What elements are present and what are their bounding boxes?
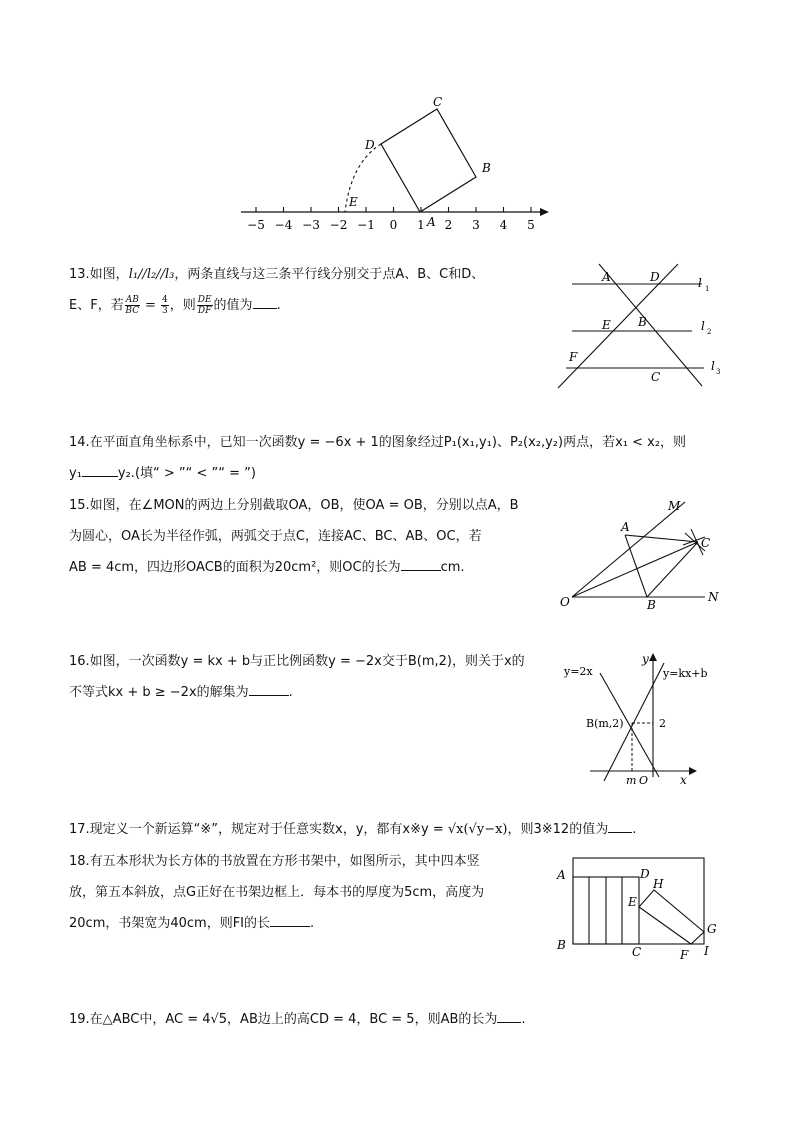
q13-text-1: 13.如图， — [69, 267, 129, 282]
label-G: G — [707, 922, 717, 936]
tick-marks — [247, 207, 535, 232]
label-O: O — [639, 774, 649, 787]
label-l1: l — [698, 276, 702, 290]
angle-figure — [555, 493, 735, 618]
fraction-AB-BC — [125, 295, 140, 316]
answer-blank[interactable] — [270, 912, 310, 927]
label-N: N — [708, 590, 719, 604]
tick-label: 5 — [527, 218, 535, 232]
q13-text-5: 的值为 — [213, 298, 253, 313]
label-B: B — [638, 315, 647, 329]
q15-text-2: 为圆心，OA长为半径作弧，两弧交于点C，连接AC、BC、AB、OC，若 — [69, 529, 482, 544]
label-B: B — [557, 938, 566, 952]
x-axis-arrow — [689, 767, 697, 775]
label-C: C — [651, 370, 661, 384]
axis-arrow — [540, 208, 549, 216]
q16-text-2: 不等式kx + b ≥ −2x的解集为 — [69, 685, 249, 700]
tick-label: −2 — [329, 218, 348, 232]
tick-label: 0 — [389, 218, 398, 232]
tilted-book — [639, 890, 704, 944]
q17-text-2: ，则3※12的值为 — [507, 822, 609, 837]
q18-text-1: 18.有五本形状为长方体的书放置在方形书架中，如图所示，其中四本竖 — [69, 854, 480, 869]
label-F: F — [569, 350, 578, 364]
question-16 — [69, 646, 525, 708]
frac-den: DF — [197, 306, 212, 316]
label-C: C — [701, 536, 711, 550]
label-x: x — [680, 773, 687, 787]
answer-blank[interactable] — [82, 462, 118, 477]
answer-blank[interactable] — [401, 556, 441, 571]
label-H: H — [653, 877, 664, 891]
frac-den: BC — [125, 306, 140, 316]
answer-blank[interactable] — [608, 818, 632, 833]
question-17 — [69, 814, 636, 845]
tick-label: 4 — [499, 218, 508, 232]
q18-text-3: 20cm，书架宽为40cm，则FI的长 — [69, 916, 271, 931]
tick-label: 3 — [472, 218, 480, 232]
q18-text-2: 放，第五本斜放，点G正好在书架边框上．每本书的厚度为5cm，高度为 — [69, 885, 485, 900]
label-A: A — [557, 868, 566, 882]
tick-label: 1 — [417, 218, 425, 232]
parallel-lines-figure — [550, 262, 730, 394]
q13-text-4: ，则 — [169, 298, 196, 313]
segment-OC — [572, 542, 698, 597]
q18-period: . — [310, 916, 315, 931]
frac-den: 3 — [162, 306, 168, 316]
number-line-figure — [235, 88, 555, 238]
label-D: D — [640, 867, 650, 881]
label-A: A — [427, 215, 436, 229]
y-axis-arrow — [649, 653, 657, 661]
label-A: A — [621, 520, 630, 534]
question-14 — [69, 427, 686, 489]
fraction-4-3 — [161, 295, 169, 316]
label-E: E — [349, 195, 358, 209]
label-D: D — [365, 138, 375, 152]
frac-num: DE — [197, 295, 212, 305]
q16-period: . — [288, 685, 293, 700]
answer-blank[interactable] — [497, 1008, 521, 1023]
q17-formula: √x(√y−x) — [447, 822, 508, 837]
q13-period: . — [276, 298, 281, 313]
q19-period: . — [521, 1012, 526, 1027]
q16-text-1: 16.如图，一次函数y = kx + b与正比例函数y = −2x交于B(m,2)，则关于x的 — [69, 654, 525, 669]
q15-text-1: 15.如图，在∠MON的两边上分别截取OA，OB，使OA = OB，分别以点A，B — [69, 498, 519, 513]
q14-y1: y₁ — [69, 466, 82, 481]
q15-text-3: AB = 4cm，四边形OACB的面积为20cm²，则OC的长为 — [69, 560, 401, 575]
frac-num: 4 — [162, 295, 168, 305]
label-l1-sub: 1 — [705, 285, 710, 293]
label-A: A — [602, 270, 611, 284]
tick-label: 2 — [444, 218, 453, 232]
label-l2: l — [701, 319, 705, 333]
q13-parallel-lines: l₁//l₂//l₃ — [128, 267, 175, 282]
label-m: m — [626, 774, 637, 787]
segment-AC — [625, 535, 698, 542]
label-y-kx-b: y=kx+b — [663, 667, 708, 680]
label-B-m-2: B(m,2) — [586, 717, 624, 730]
frac-num: AB — [125, 295, 139, 305]
linear-function-graph — [560, 647, 730, 787]
question-18 — [69, 846, 484, 939]
q14-text-1: 14.在平面直角坐标系中，已知一次函数y = −6x + 1的图象经过P₁(x₁,y₁)、P₂(x₂,y₂)两点，若x₁ < x₂，则 — [69, 435, 687, 450]
tick-label: −4 — [274, 218, 293, 232]
question-15 — [69, 490, 519, 583]
label-E: E — [628, 895, 637, 909]
label-l3: l — [711, 359, 715, 373]
q17-period: . — [632, 822, 637, 837]
square-ABCD — [381, 109, 476, 212]
answer-blank[interactable] — [253, 294, 277, 309]
tick-label: −3 — [302, 218, 320, 232]
q13-text-3: E、F，若 — [69, 298, 124, 313]
ray-OM — [572, 502, 685, 597]
label-D: D — [650, 270, 660, 284]
equals-sign: = — [140, 298, 160, 313]
label-M: M — [668, 499, 681, 513]
label-2: 2 — [659, 717, 666, 730]
question-19 — [69, 1004, 526, 1035]
label-F: F — [680, 948, 689, 962]
label-O: O — [560, 595, 570, 609]
answer-blank[interactable] — [249, 681, 289, 696]
fraction-DE-DF — [197, 295, 213, 316]
label-y: y — [642, 652, 649, 666]
q14-text-2: y₂.(填“ > ”“ < ”“ = ”) — [117, 466, 256, 481]
q19-text-1: 19.在△ABC中，AC = 4√5，AB边上的高CD = 4，BC = 5，则AB的长为 — [69, 1012, 498, 1027]
label-I: I — [704, 944, 709, 958]
bookshelf-figure — [553, 852, 728, 964]
question-13 — [69, 259, 484, 321]
q15-text-4: cm. — [440, 560, 465, 575]
label-C: C — [433, 95, 443, 109]
label-l3-sub: 3 — [716, 368, 721, 376]
tick-label: −5 — [247, 218, 265, 232]
label-B: B — [482, 161, 491, 175]
label-y-2x: y=2x — [564, 665, 593, 678]
label-C: C — [632, 945, 642, 959]
q17-text-1: 17.现定义一个新运算“※”，规定对于任意实数x，y，都有x※y = — [69, 822, 448, 837]
label-B: B — [647, 598, 656, 612]
label-l2-sub: 2 — [707, 328, 712, 336]
segment-BC — [647, 542, 698, 597]
label-E: E — [602, 318, 611, 332]
q13-text-2: ，两条直线与这三条平行线分别交于点A、B、C和D、 — [174, 267, 485, 282]
tick-label: −1 — [357, 218, 375, 232]
